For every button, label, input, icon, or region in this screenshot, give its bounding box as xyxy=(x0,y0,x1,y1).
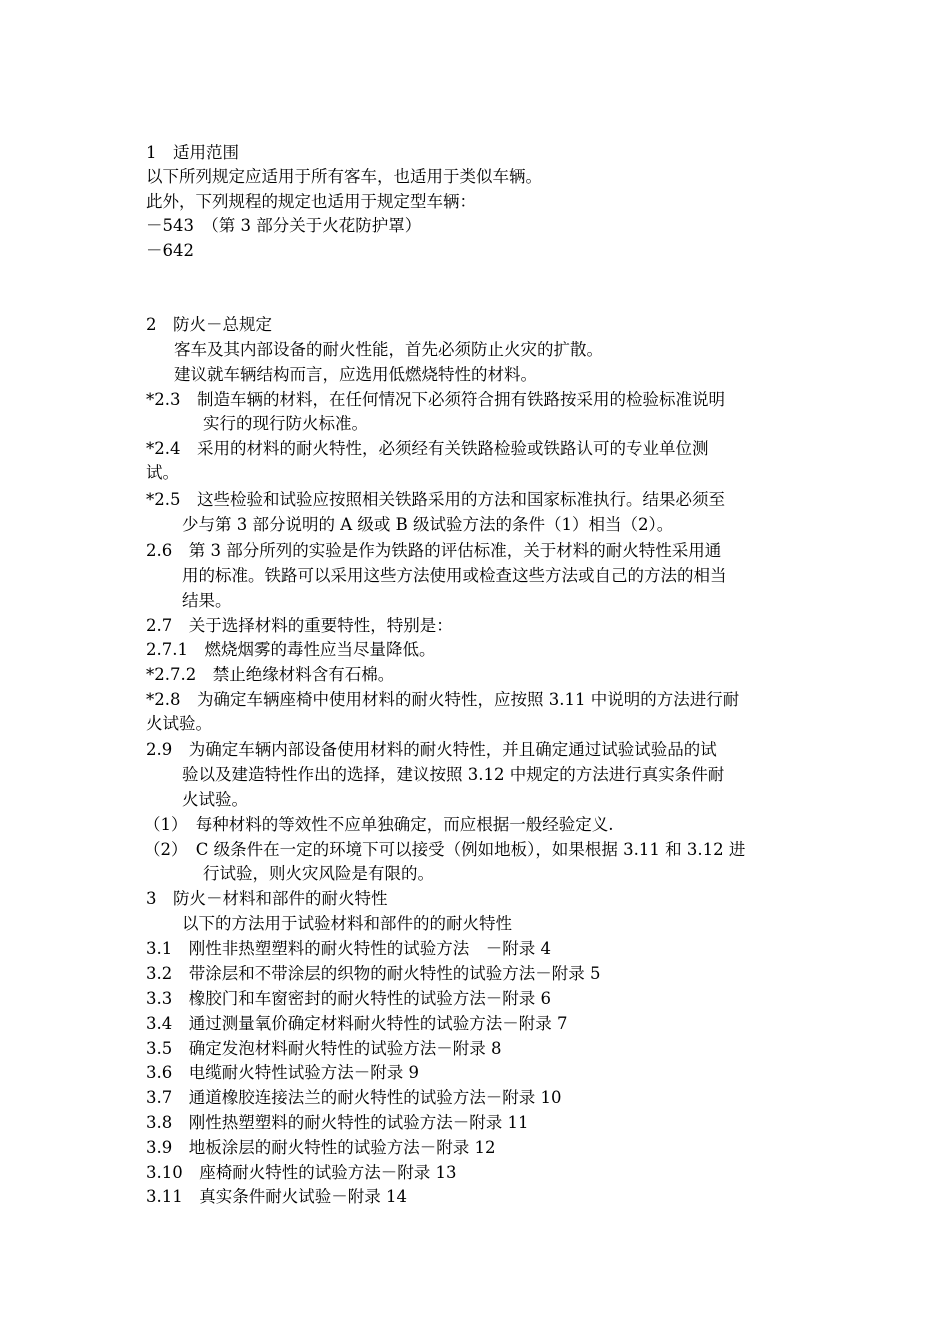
list-item: 3.10 座椅耐火特性的试验方法－附录 13 xyxy=(146,1163,457,1182)
section-2-heading: 2 防火－总规定 xyxy=(146,315,272,334)
section-3-heading: 3 防火－材料和部件的耐火特性 xyxy=(146,889,388,908)
clause-2-3-line-2: 实行的现行防火标准。 xyxy=(203,414,368,433)
list-item: 3.8 刚性热塑塑料的耐火特性的试验方法－附录 11 xyxy=(146,1113,529,1132)
list-item: 3.3 橡胶门和车窗密封的耐火特性的试验方法－附录 6 xyxy=(146,989,551,1008)
list-item: 3.2 带涂层和不带涂层的织物的耐火特性的试验方法－附录 5 xyxy=(146,964,601,983)
clause-2-7-2: *2.7.2 禁止绝缘材料含有石棉。 xyxy=(146,665,395,684)
section-2-paragraph-2: 建议就车辆结构而言，应选用低燃烧特性的材料。 xyxy=(174,365,537,384)
footnote-1: （1） 每种材料的等效性不应单独确定，而应根据一般经验定义. xyxy=(144,815,614,834)
section-1-item-642: －642 xyxy=(146,241,194,260)
list-item: 3.11 真实条件耐火试验－附录 14 xyxy=(146,1187,407,1206)
section-1-heading: 1 适用范围 xyxy=(146,143,239,162)
section-2-paragraph-1: 客车及其内部设备的耐火性能，首先必须防止火灾的扩散。 xyxy=(174,340,603,359)
clause-2-9-line-2: 验以及建造特性作出的选择，建议按照 3.12 中规定的方法进行真实条件耐 xyxy=(182,765,725,784)
clause-2-8-line-2: 火试验。 xyxy=(146,714,212,733)
clause-2-4-line-1: *2.4 采用的材料的耐火特性，必须经有关铁路检验或铁路认可的专业单位测 xyxy=(146,439,709,458)
clause-2-8-line-1: *2.8 为确定车辆座椅中使用材料的耐火特性，应按照 3.11 中说明的方法进行耐 xyxy=(146,690,740,709)
section-1-paragraph-1: 以下所列规定应适用于所有客车，也适用于类似车辆。 xyxy=(146,167,542,186)
clause-2-6-line-1: 2.6 第 3 部分所列的实验是作为铁路的评估标准，关于材料的耐火特性采用通 xyxy=(146,541,722,560)
clause-2-5-line-1: *2.5 这些检验和试验应按照相关铁路采用的方法和国家标准执行。结果必须至 xyxy=(146,490,725,509)
clause-2-5-line-2: 少与第 3 部分说明的 A 级或 B 级试验方法的条件（1）相当（2）。 xyxy=(182,515,674,534)
list-item: 3.6 电缆耐火特性试验方法－附录 9 xyxy=(146,1063,419,1082)
section-1-item-543: －543 （第 3 部分关于火花防护罩） xyxy=(146,216,422,235)
list-item: 3.1 刚性非热塑塑料的耐火特性的试验方法 －附录 4 xyxy=(146,939,551,958)
clause-2-6-line-3: 结果。 xyxy=(182,591,232,610)
section-1-paragraph-2: 此外，下列规程的规定也适用于规定型车辆： xyxy=(146,192,476,211)
clause-2-7-1: 2.7.1 燃烧烟雾的毒性应当尽量降低。 xyxy=(146,640,436,659)
footnote-2-line-2: 行试验，则火灾风险是有限的。 xyxy=(203,864,434,883)
clause-2-9-line-3: 火试验。 xyxy=(182,790,248,809)
clause-2-9-line-1: 2.9 为确定车辆内部设备使用材料的耐火特性，并且确定通过试验试验品的试 xyxy=(146,740,717,759)
clause-2-3-line-1: *2.3 制造车辆的材料，在任何情况下必须符合拥有铁路按采用的检验标准说明 xyxy=(146,390,725,409)
section-3-intro: 以下的方法用于试验材料和部件的的耐火特性 xyxy=(182,914,512,933)
clause-2-7: 2.7 关于选择材料的重要特性，特别是： xyxy=(146,616,453,635)
list-item: 3.9 地板涂层的耐火特性的试验方法－附录 12 xyxy=(146,1138,496,1157)
clause-2-4-line-2: 试。 xyxy=(146,463,179,482)
clause-2-6-line-2: 用的标准。铁路可以采用这些方法使用或检查这些方法或自己的方法的相当 xyxy=(182,566,727,585)
footnote-2-line-1: （2） C 级条件在一定的环境下可以接受（例如地板），如果根据 3.11 和 3.12 进 xyxy=(144,840,746,859)
list-item: 3.4 通过测量氧价确定材料耐火特性的试验方法－附录 7 xyxy=(146,1014,568,1033)
list-item: 3.5 确定发泡材料耐火特性的试验方法－附录 8 xyxy=(146,1039,502,1058)
list-item: 3.7 通道橡胶连接法兰的耐火特性的试验方法－附录 10 xyxy=(146,1088,562,1107)
